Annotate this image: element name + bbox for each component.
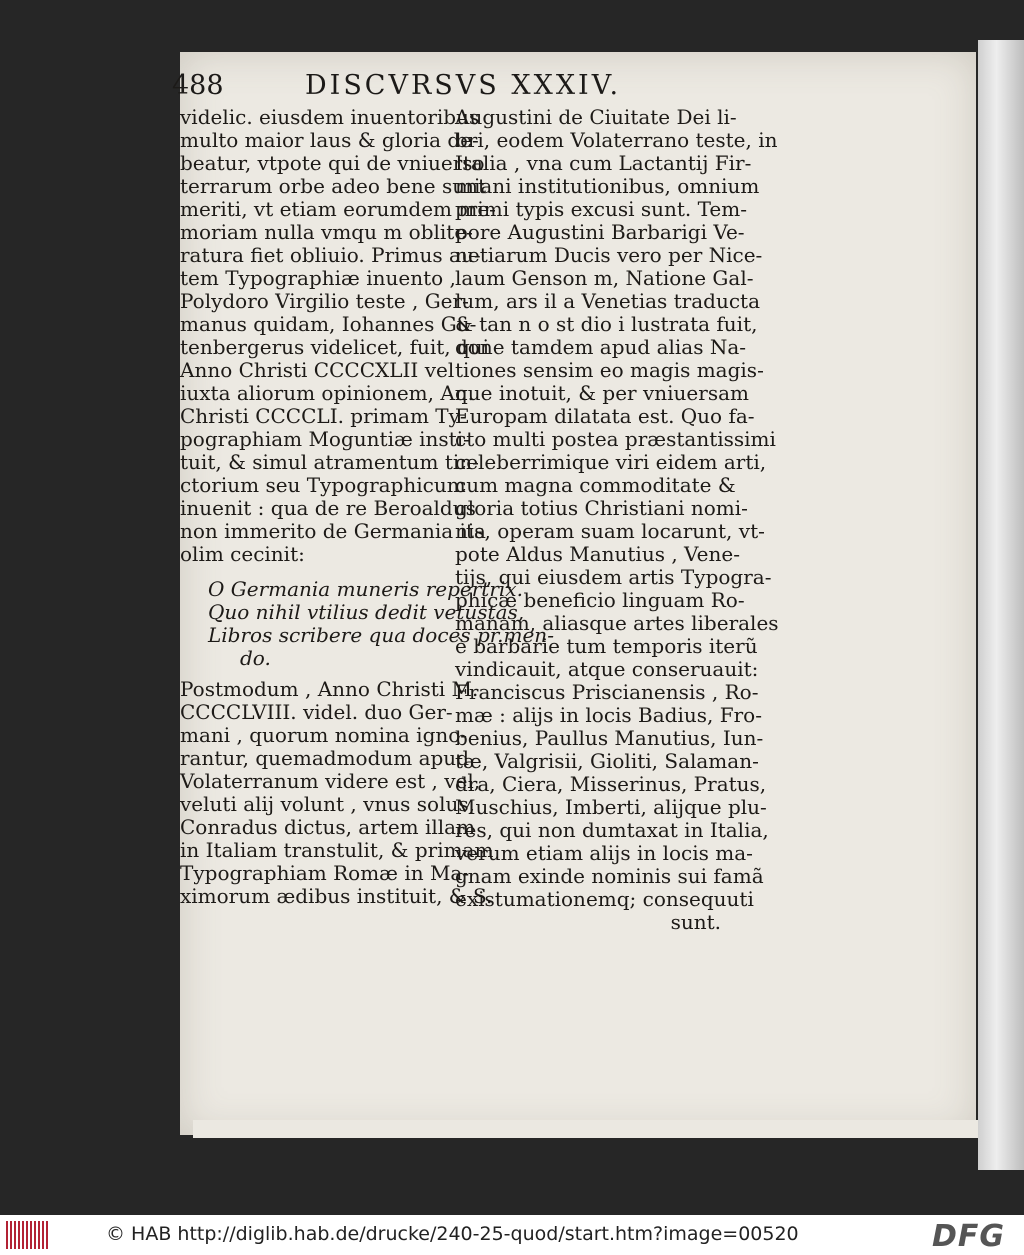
text-line: CCCCLVIII. videl. duo Ger- <box>180 700 453 724</box>
text-line: ctorium seu Typographicum <box>180 473 466 497</box>
text-line: videlic. eiusdem inuentoribus <box>180 105 480 129</box>
text-line: moriam nulla vmqu m oblite- <box>180 220 473 244</box>
text-line: manam, aliasque artes liberales <box>455 611 779 635</box>
text-line: mæ : alijs in locis Badius, Fro- <box>455 703 762 727</box>
text-line: done tamdem apud alias Na- <box>455 335 747 359</box>
text-line: gloria totius Christiani nomi- <box>455 496 748 520</box>
text-line: gnam exinde nominis sui famã <box>455 864 764 888</box>
copyright-link[interactable]: © HAB http://diglib.hab.de/drucke/240-25-quod/start.htm?image=00520 <box>106 1223 799 1245</box>
page-number: 488 <box>172 70 224 101</box>
text-line: tiones sensim eo magis magis- <box>455 358 764 382</box>
text-line: & tan n o st dio i lustrata fuit, <box>455 312 758 336</box>
text-line: dra, Ciera, Misserinus, Pratus, <box>455 772 767 796</box>
text-line: verum etiam alijs in locis ma- <box>455 841 753 865</box>
text-line: Conradus dictus, artem illam <box>180 815 476 839</box>
verse-line: Libros scribere qua doces pr.men- <box>208 623 554 647</box>
dfg-logo: DFG <box>932 1219 1006 1254</box>
text-line: Muschius, Imberti, alijque plu- <box>455 795 767 819</box>
right-column <box>455 105 779 934</box>
viewer-footer <box>0 1215 1024 1255</box>
next-page-edge <box>978 40 1024 1170</box>
text-line: pote Aldus Manutius , Vene- <box>455 542 740 566</box>
text-line: ratura fiet obliuio. Primus au- <box>180 243 481 267</box>
text-line: inuenit : qua de re Beroaldus <box>180 496 476 520</box>
text-line: Anno Christi CCCCXLII vel <box>180 358 455 382</box>
text-line: multo maior laus & gloria de- <box>180 128 479 152</box>
page-lower-edge <box>193 1120 978 1138</box>
running-head <box>172 70 692 110</box>
text-line: miani institutionibus, omnium <box>455 174 760 198</box>
text-line: beatur, vtpote qui de vniuerso <box>180 151 485 175</box>
text-line: manus quidam, Iohannes Gu- <box>180 312 477 336</box>
text-line: tæ, Valgrisii, Gioliti, Salaman- <box>455 749 759 773</box>
text-line: terrarum orbe adeo bene sunt <box>180 174 487 198</box>
text-line: Postmodum , Anno Christi M. <box>180 677 479 701</box>
text-line: tenbergerus videlicet, fuit, qui <box>180 335 490 359</box>
text-line: que inotuit, & per vniuersam <box>455 381 749 405</box>
text-line: Europam dilatata est. Quo fa- <box>455 404 755 428</box>
running-title: DISCVRSVS XXXIV. <box>305 70 622 101</box>
barcode-icon <box>6 1221 48 1249</box>
text-line: Polydoro Virgilio teste , Ger- <box>180 289 469 313</box>
text-line: tuit, & simul atramentum tin- <box>180 450 479 474</box>
text-line: in Italiam transtulit, & primam <box>180 838 494 862</box>
text-line: rantur, quemadmodum apud <box>180 746 469 770</box>
text-line: celeberrimique viri eidem arti, <box>455 450 767 474</box>
text-line: bri, eodem Volaterrano teste, in <box>455 128 778 152</box>
text-line: pographiam Moguntiæ insti- <box>180 427 470 451</box>
text-line: è barbarie tum temporis iterũ <box>455 634 758 658</box>
text-line: Typographiam Romæ in Ma- <box>180 861 470 885</box>
text-line: meriti, vt etiam eorumdem me- <box>180 197 496 221</box>
text-line: Franciscus Priscianensis , Ro- <box>455 680 759 704</box>
text-line: laum Genson m, Natione Gal- <box>455 266 754 290</box>
text-line: veluti alij volunt , vnus solus, <box>180 792 475 816</box>
text-line: cto multi postea præstantissimi <box>455 427 776 451</box>
text-line: phicæ beneficio linguam Ro- <box>455 588 745 612</box>
catchword: sunt. <box>670 910 721 934</box>
text-line: lum, ars il a Venetias traducta <box>455 289 760 313</box>
text-line: benius, Paullus Manutius, Iun- <box>455 726 764 750</box>
text-line: vindicauit, atque conseruauit: <box>455 657 759 681</box>
text-line: res, qui non dumtaxat in Italia, <box>455 818 769 842</box>
text-line: Volaterranum videre est , vel, <box>180 769 481 793</box>
text-line: nis, operam suam locarunt, vt- <box>455 519 765 543</box>
verse-line: O Germania muneris repertrix. <box>208 577 523 601</box>
text-line: ximorum ædibus instituit, & S. <box>180 884 493 908</box>
verse-line: do. <box>240 646 271 670</box>
left-column <box>180 105 554 908</box>
text-line: Augustini de Ciuitate Dei li- <box>455 105 737 129</box>
text-line: netiarum Ducis vero per Nice- <box>455 243 763 267</box>
text-line: olim cecinit: <box>180 542 305 566</box>
text-line: non immerito de Germania ita <box>180 519 486 543</box>
text-line: primi typis excusi sunt. Tem- <box>455 197 747 221</box>
text-line: mani , quorum nomina igno- <box>180 723 468 747</box>
text-line: Christi CCCCLI. primam Ty- <box>180 404 467 428</box>
text-line: pore Augustini Barbarigi Ve- <box>455 220 745 244</box>
verse-line: Quo nihil vtilius dedit vetustas, <box>208 600 525 624</box>
text-line: cum magna commoditate & <box>455 473 736 497</box>
text-line: tijs, qui eiusdem artis Typogra- <box>455 565 772 589</box>
text-line: iuxta aliorum opinionem, An. <box>180 381 475 405</box>
text-line: tem Typographiæ inuento , <box>180 266 456 290</box>
text-line: existumationemq; consequuti <box>455 887 754 911</box>
text-line: Italia , vna cum Lactantij Fir- <box>455 151 752 175</box>
